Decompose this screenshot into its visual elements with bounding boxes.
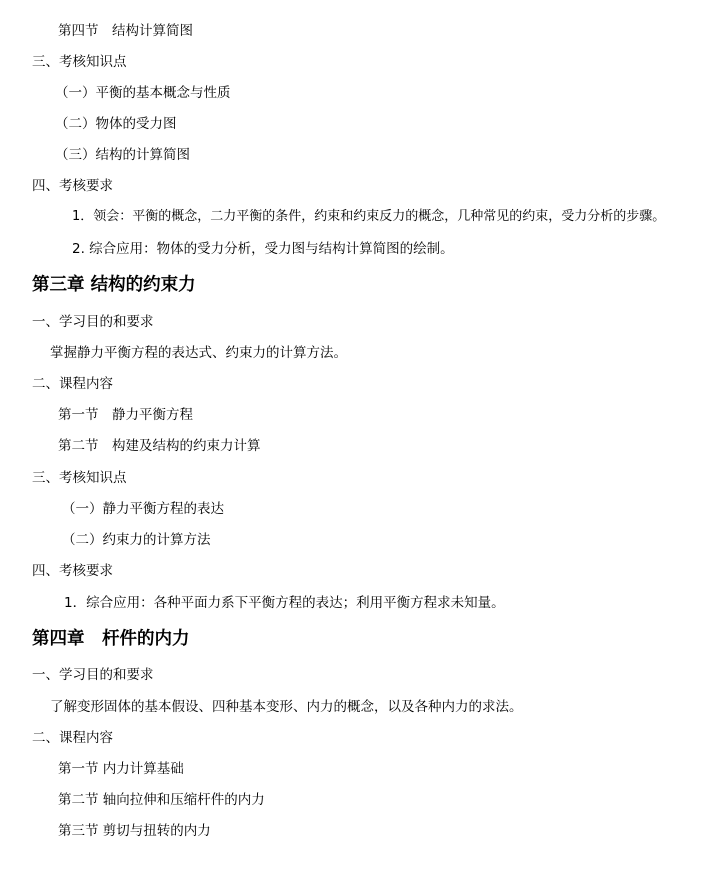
section-heading: 第二节 构建及结构的约束力计算 — [58, 438, 261, 454]
subsection-heading: 一、学习目的和要求 — [32, 314, 154, 330]
chapter-title: 第四章 杆件的内力 — [32, 629, 190, 649]
list-item: （二）约束力的计算方法 — [62, 532, 211, 548]
list-item: （三）结构的计算简图 — [55, 147, 190, 163]
section-heading: 第四节 结构计算简图 — [58, 23, 193, 39]
subsection-heading: 二、课程内容 — [32, 730, 113, 746]
paragraph: 掌握静力平衡方程的表达式、约束力的计算方法。 — [50, 345, 347, 361]
subsection-heading: 三、考核知识点 — [32, 470, 127, 486]
subsection-heading: 三、考核知识点 — [32, 54, 127, 70]
section-heading: 第一节 内力计算基础 — [58, 761, 184, 777]
paragraph: 了解变形固体的基本假设、四种基本变形、内力的概念，以及各种内力的求法。 — [50, 699, 523, 715]
list-item: （二）物体的受力图 — [55, 116, 177, 132]
chapter-title: 第三章 结构的约束力 — [32, 275, 196, 295]
list-item: （一）静力平衡方程的表达 — [62, 501, 224, 517]
subsection-heading: 二、课程内容 — [32, 376, 113, 392]
requirement-item: 2. 综合应用：物体的受力分析，受力图与结构计算简图的绘制。 — [72, 241, 454, 257]
requirement-item: 1．综合应用：各种平面力系下平衡方程的表达；利用平衡方程求未知量。 — [64, 595, 505, 611]
subsection-heading: 一、学习目的和要求 — [32, 667, 154, 683]
section-heading: 第一节 静力平衡方程 — [58, 407, 193, 423]
requirement-item: 1．领会：平衡的概念，二力平衡的条件，约束和约束反力的概念，几种常见的约束，受力分析的步骤。 — [72, 209, 666, 224]
subsection-heading: 四、考核要求 — [32, 178, 113, 194]
list-item: （一）平衡的基本概念与性质 — [55, 85, 231, 101]
section-heading: 第二节 轴向拉伸和压缩杆件的内力 — [58, 792, 265, 808]
subsection-heading: 四、考核要求 — [32, 563, 113, 579]
section-heading: 第三节 剪切与扭转的内力 — [58, 823, 211, 839]
